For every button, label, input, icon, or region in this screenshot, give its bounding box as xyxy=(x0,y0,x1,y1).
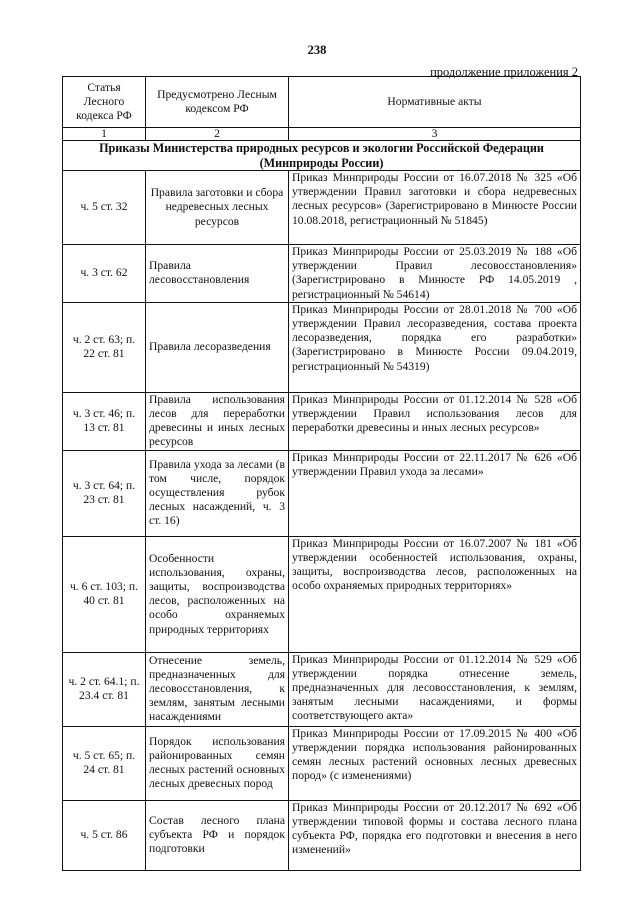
provision-cell: Правила заготовки и сбора недревесных лесных ресурсов xyxy=(146,171,289,245)
provision-cell: Состав лесного плана субъекта РФ и порядок подготовки xyxy=(146,800,289,870)
table-row xyxy=(63,726,581,800)
section-row xyxy=(63,141,581,171)
table-row xyxy=(63,392,581,450)
article-cell: ч. 3 ст. 62 xyxy=(63,245,146,303)
article-cell: ч. 3 ст. 64; п. 23 ст. 81 xyxy=(63,450,146,536)
header-provision: Предусмотрено Лесным кодексом РФ xyxy=(146,77,289,128)
table-row xyxy=(63,800,581,870)
table-row xyxy=(63,450,581,536)
article-cell: ч. 3 ст. 46; п. 13 ст. 81 xyxy=(63,392,146,450)
article-cell: ч. 5 ст. 65; п. 24 ст. 81 xyxy=(63,726,146,800)
provision-cell: Отнесение земель, предназначенных для лесовосстановления, к землям, занятым лесными насаждениями xyxy=(146,652,289,726)
provision-cell: Особенности использования, охраны, защиты, воспроизводства лесов, расположенных на особо охраняемых природных территориях xyxy=(146,536,289,652)
header-article: Статья Лесного кодекса РФ xyxy=(63,77,146,128)
article-cell: ч. 5 ст. 32 xyxy=(63,171,146,245)
column-number: 2 xyxy=(146,128,289,141)
table-row xyxy=(63,245,581,303)
act-cell: Приказ Минприроды России от 16.07.2007 № 181 «Об утверждении особенностей использования, охраны, защиты, воспроизводства лесов, расположенных на особо охраняемых природных территориях» xyxy=(289,536,581,652)
act-cell: Приказ Минприроды России от 25.03.2019 № 188 «Об утверждении Правил лесовосстановления» (Зарегистрировано в Минюсте РФ 14.05.2019 , регистрационный № 54614) xyxy=(289,245,581,303)
column-number: 3 xyxy=(289,128,581,141)
table-row xyxy=(63,652,581,726)
article-cell: ч. 2 ст. 63; п. 22 ст. 81 xyxy=(63,302,146,392)
act-cell: Приказ Минприроды России от 17.09.2015 № 400 «Об утверждении порядка использования районированных семян лесных растений основных лесных древесных пород» (с изменениями) xyxy=(289,726,581,800)
table-header-row xyxy=(63,77,581,128)
page-number: 238 xyxy=(307,43,327,57)
section-title: Приказы Министерства природных ресурсов и экологии Российской Федерации (Минприроды России) xyxy=(63,141,581,171)
article-cell: ч. 6 ст. 103; п. 40 ст. 81 xyxy=(63,536,146,652)
article-cell: ч. 5 ст. 86 xyxy=(63,800,146,870)
article-cell: ч. 2 ст. 64.1; п. 23.4 ст. 81 xyxy=(63,652,146,726)
provision-cell: Правила ухода за лесами (в том числе, порядок осуществления рубок лесных насаждений, ч. 3 ст. 16) xyxy=(146,450,289,536)
provision-cell: Порядок использования районированных семян лесных растений основных лесных древесных пород xyxy=(146,726,289,800)
act-cell: Приказ Минприроды России от 01.12.2014 № 528 «Об утверждении Правил использования лесов для переработки древесины и иных лесных ресурсов» xyxy=(289,392,581,450)
table-row xyxy=(63,302,581,392)
table-row xyxy=(63,536,581,652)
act-cell: Приказ Минприроды России от 16.07.2018 № 325 «Об утверждении Правил заготовки и сбора недревесных лесных ресурсов» (Зарегистрировано в Минюсте России 10.08.2018, регистрационный № 51845) xyxy=(289,171,581,245)
provision-cell: Правила лесоразведения xyxy=(146,302,289,392)
provision-cell: Правила использования лесов для переработки древесины и иных лесных ресурсов xyxy=(146,392,289,450)
table-row xyxy=(63,171,581,245)
normative-acts-table xyxy=(62,76,581,871)
act-cell: Приказ Минприроды России от 20.12.2017 № 692 «Об утверждении типовой формы и состава лесного плана субъекта РФ, порядка его подготовки и внесения в него изменений» xyxy=(289,800,581,870)
act-cell: Приказ Минприроды России от 28.01.2018 № 700 «Об утверждении Правил лесоразведения, состава проекта лесоразведения, порядка его разработки» (Зарегистрировано в Минюсте России 09.04.2019, регистрационный № 54319) xyxy=(289,302,581,392)
column-number: 1 xyxy=(63,128,146,141)
header-acts: Нормативные акты xyxy=(289,77,581,128)
continuation-note: продолжение приложения 2 xyxy=(430,65,578,79)
act-cell: Приказ Минприроды России от 22.11.2017 № 626 «Об утверждении Правил ухода за лесами» xyxy=(289,450,581,536)
column-numbers-row xyxy=(63,128,581,141)
act-cell: Приказ Минприроды России от 01.12.2014 № 529 «Об утверждении порядка отнесение земель, предназначенных для лесовосстановления, к землям, занятым лесными насаждениями, и формы соответствующего акта» xyxy=(289,652,581,726)
provision-cell: Правила лесовосстановления xyxy=(146,245,289,303)
